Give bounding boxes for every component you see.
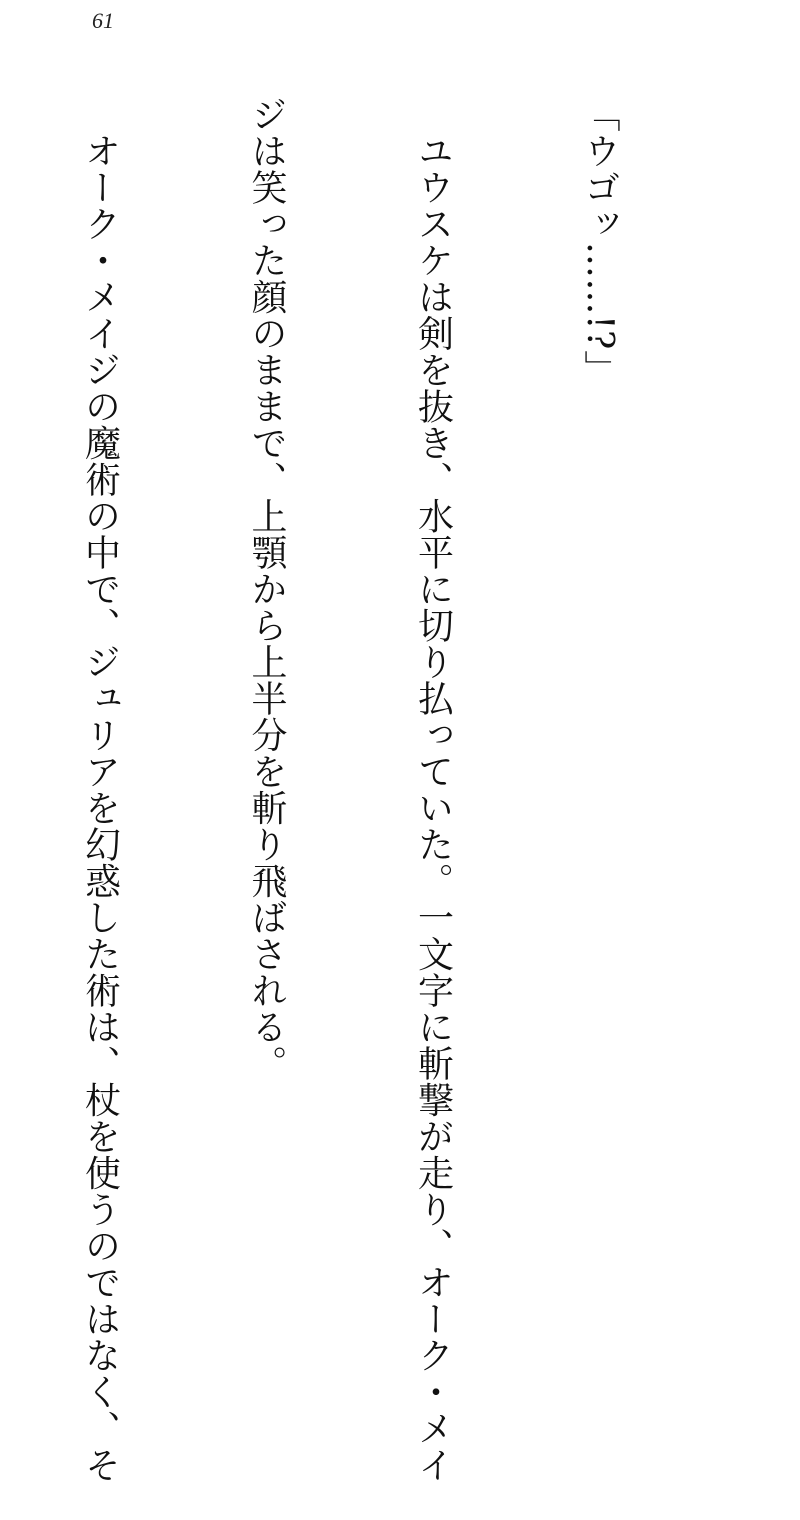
page-number: 61 <box>92 8 114 33</box>
text-line-2: ユウスケは剣を抜き、水平に切り払っていた。一文字に斬撃が走り、オーク・メイ <box>412 96 454 1483</box>
body-text <box>0 96 738 1483</box>
text-line-4: オーク・メイジの魔術の中で、ジュリアを幻惑した術は、杖を使うのではなく、そ <box>79 96 121 1483</box>
text-line-3: ジは笑った顔のままで、上顎から上半分を斬り飛ばされる。 <box>246 96 287 1082</box>
text-line-1: 「ウゴッ……!?」 <box>579 96 620 387</box>
